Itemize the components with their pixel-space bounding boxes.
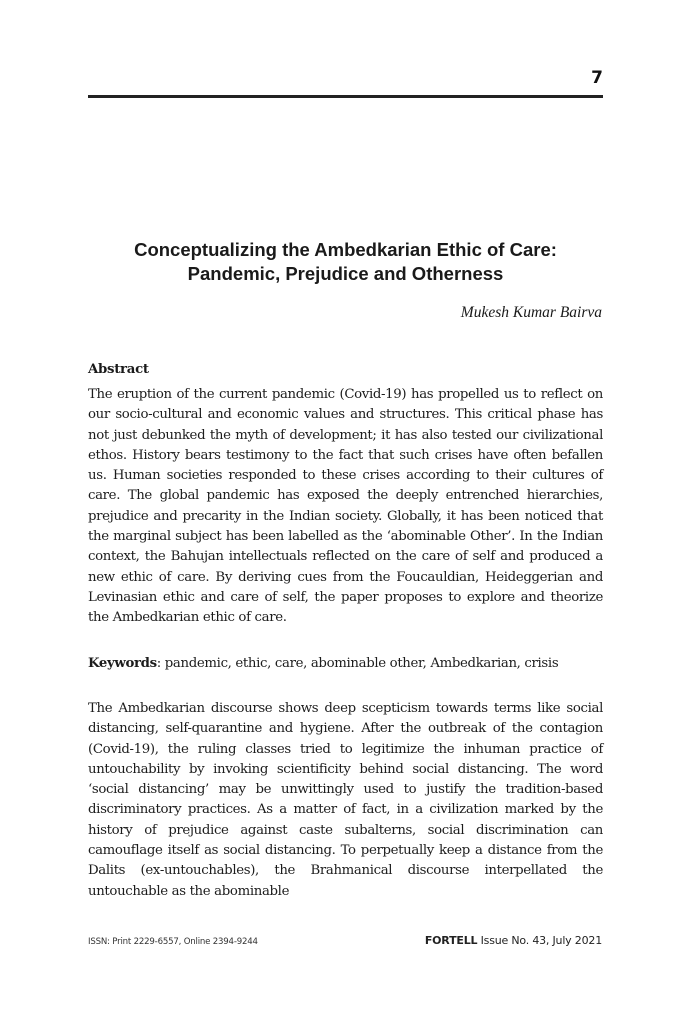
- title-line-1: Conceptualizing the Ambedkarian Ethic of Care:: [134, 239, 557, 260]
- author-name: Mukesh Kumar Bairva: [460, 304, 602, 321]
- journal-brand: FORTELL: [424, 934, 478, 947]
- keywords-label: Keywords: [88, 656, 157, 671]
- abstract-text: The eruption of the current pandemic (Covid-19) has propelled us to reflect on our socio-cultural and economic values and structures. This critical phase has not just debunked the myth of development; it has also tested our civilizational ethos. History bears testimony to the fact that such crises have often befallen us. Human societies responded to these crises according to their cultures of care. The global pandemic has exposed the deeply entrenched hierarchies, prejudice and precarity in the Indian society. Globally, it has been noticed that the marginal subject has been labelled as the ‘abominable Other’. In the Indian context, the Bahujan intellectuals reflected on the care of self and produced a new ethic of care. By deriving cues from the Foucauldian, Heideggerian and Levinasian ethic and care of self, the paper proposes to explore and theorize the Ambedkarian ethic of care.: [88, 387, 603, 626]
- title-line-2: Pandemic, Prejudice and Otherness: [187, 263, 504, 284]
- footer-issn: ISSN: Print 2229-6557, Online 2394-9244: [88, 937, 258, 947]
- keywords-list: : pandemic, ethic, care, abominable other, Ambedkarian, crisis: [156, 656, 559, 671]
- issue-info: Issue No. 43, July 2021: [477, 934, 602, 947]
- abstract-heading: Abstract: [88, 362, 149, 377]
- footer-journal-issue: [425, 934, 602, 947]
- body-paragraph: The Ambedkarian discourse shows deep scepticism towards terms like social distancing, self-quarantine and hygiene. After the outbreak of the contagion (Covid-19), the ruling classes tried to legitimize the inhuman practice of untouchability by invoking scientificity behind social distancing. The word ‘social distancing’ may be unwittingly used to justify the tradition-based discriminatory practices. As a matter of fact, in a civilization marked by the history of prejudice against caste subalterns, social discrimination can camouflage itself as social distancing. To perpetually keep a distance from the Dalits (ex-untouchables), the Brahmanical discourse interpellated the untouchable as the abominable: [88, 701, 603, 899]
- article-title: [88, 238, 603, 286]
- header-rule: [88, 95, 603, 98]
- keywords: [88, 654, 603, 674]
- page-number: 7: [591, 68, 603, 88]
